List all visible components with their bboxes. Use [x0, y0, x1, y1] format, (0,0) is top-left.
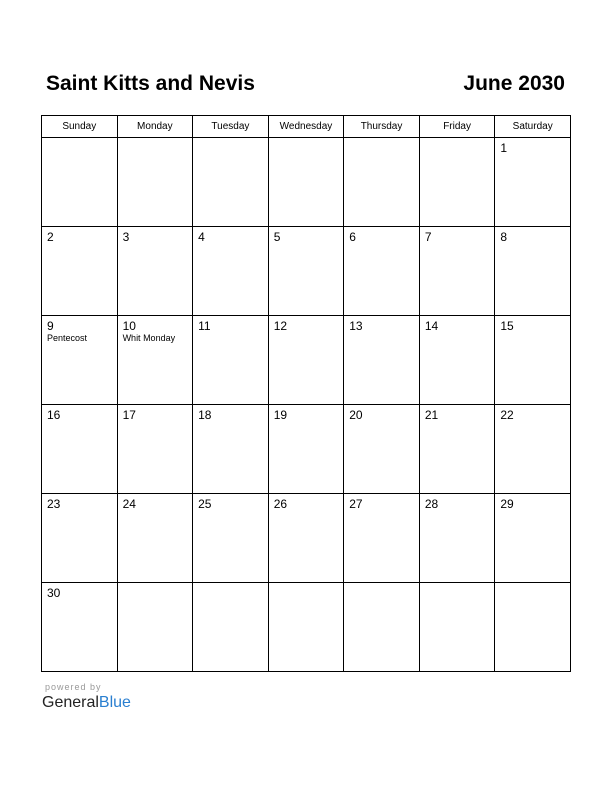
weekday-thursday: Thursday [344, 116, 420, 138]
day-number: 2 [47, 230, 54, 244]
country-title: Saint Kitts and Nevis [46, 72, 255, 95]
weekday-wednesday: Wednesday [268, 116, 344, 138]
day-cell [268, 138, 344, 227]
day-cell [495, 494, 571, 583]
day-cell [495, 227, 571, 316]
week-row [42, 494, 571, 583]
day-cell [344, 227, 420, 316]
day-cell [193, 227, 269, 316]
week-row [42, 583, 571, 672]
day-cell [419, 316, 495, 405]
day-cell [268, 494, 344, 583]
day-cell [193, 583, 269, 672]
day-number: 20 [349, 408, 363, 422]
day-number: 28 [424, 497, 439, 511]
day-cell [42, 405, 118, 494]
brand-general-text: General [42, 694, 99, 711]
day-number: 13 [349, 319, 363, 333]
weekday-header-row [42, 116, 571, 138]
day-number: 21 [424, 408, 439, 422]
day-number [42, 138, 117, 141]
generalblue-logo [42, 694, 131, 712]
day-number: 17 [122, 408, 136, 422]
day-number: 25 [198, 497, 212, 511]
day-number [118, 583, 193, 586]
day-cell [268, 405, 344, 494]
day-cell [117, 405, 193, 494]
day-number [344, 583, 419, 586]
day-cell [344, 316, 420, 405]
day-number: 15 [500, 319, 514, 333]
day-cell [42, 316, 118, 405]
day-number: 22 [500, 408, 514, 422]
day-number: 9 [47, 319, 54, 333]
day-cell [344, 138, 420, 227]
day-number: 29 [500, 497, 514, 511]
day-cell [419, 405, 495, 494]
day-cell [344, 583, 420, 672]
brand-blue-text: Blue [98, 694, 131, 711]
day-cell [495, 405, 571, 494]
day-number: 6 [349, 230, 356, 244]
day-number: 24 [122, 497, 136, 511]
day-number [344, 138, 419, 141]
day-number: 26 [273, 497, 288, 511]
day-cell [495, 583, 571, 672]
day-number [420, 583, 495, 586]
day-number: 5 [273, 230, 281, 244]
day-cell [193, 405, 269, 494]
day-number: 8 [500, 230, 508, 244]
day-number [193, 138, 268, 141]
day-number: 11 [198, 319, 211, 333]
day-cell [268, 316, 344, 405]
day-cell [117, 138, 193, 227]
weekday-sunday: Sunday [42, 116, 118, 138]
day-number: 12 [273, 319, 288, 333]
day-cell [117, 227, 193, 316]
day-number: 7 [424, 230, 432, 244]
day-number: 19 [273, 408, 288, 422]
day-cell [193, 138, 269, 227]
day-number [420, 138, 495, 141]
day-number: 23 [47, 497, 61, 511]
day-number: 1 [500, 141, 508, 155]
day-cell [117, 583, 193, 672]
day-number: 10 [122, 319, 136, 333]
day-cell [117, 494, 193, 583]
day-cell [117, 316, 193, 405]
day-cell [268, 583, 344, 672]
day-cell [495, 138, 571, 227]
day-number [269, 583, 344, 586]
day-number: 16 [47, 408, 61, 422]
day-cell [419, 583, 495, 672]
day-number [269, 138, 344, 141]
day-cell [419, 494, 495, 583]
day-number [118, 138, 193, 141]
day-number: 4 [198, 230, 205, 244]
day-cell [419, 138, 495, 227]
day-cell [344, 405, 420, 494]
day-cell [42, 494, 118, 583]
day-number [193, 583, 268, 586]
day-cell [495, 316, 571, 405]
day-cell [419, 227, 495, 316]
day-number: 14 [424, 319, 439, 333]
day-cell [193, 316, 269, 405]
day-cell [344, 494, 420, 583]
calendar-grid [41, 115, 571, 672]
day-number: 18 [198, 408, 212, 422]
day-number: 3 [122, 230, 130, 244]
holiday-label: Whit Monday [122, 333, 176, 343]
day-cell [42, 583, 118, 672]
day-cell [193, 494, 269, 583]
weekday-tuesday: Tuesday [193, 116, 269, 138]
day-number: 27 [349, 497, 363, 511]
powered-by-label: powered by [45, 682, 102, 692]
weekday-monday: Monday [117, 116, 193, 138]
month-title: June 2030 [463, 72, 565, 95]
day-number [495, 583, 570, 586]
week-row [42, 138, 571, 227]
weekday-friday: Friday [419, 116, 495, 138]
day-cell [42, 138, 118, 227]
week-row [42, 227, 571, 316]
weekday-saturday: Saturday [495, 116, 571, 138]
day-number: 30 [47, 586, 61, 600]
day-cell [42, 227, 118, 316]
week-row [42, 405, 571, 494]
day-cell [268, 227, 344, 316]
holiday-label: Pentecost [47, 333, 88, 343]
week-row [42, 316, 571, 405]
